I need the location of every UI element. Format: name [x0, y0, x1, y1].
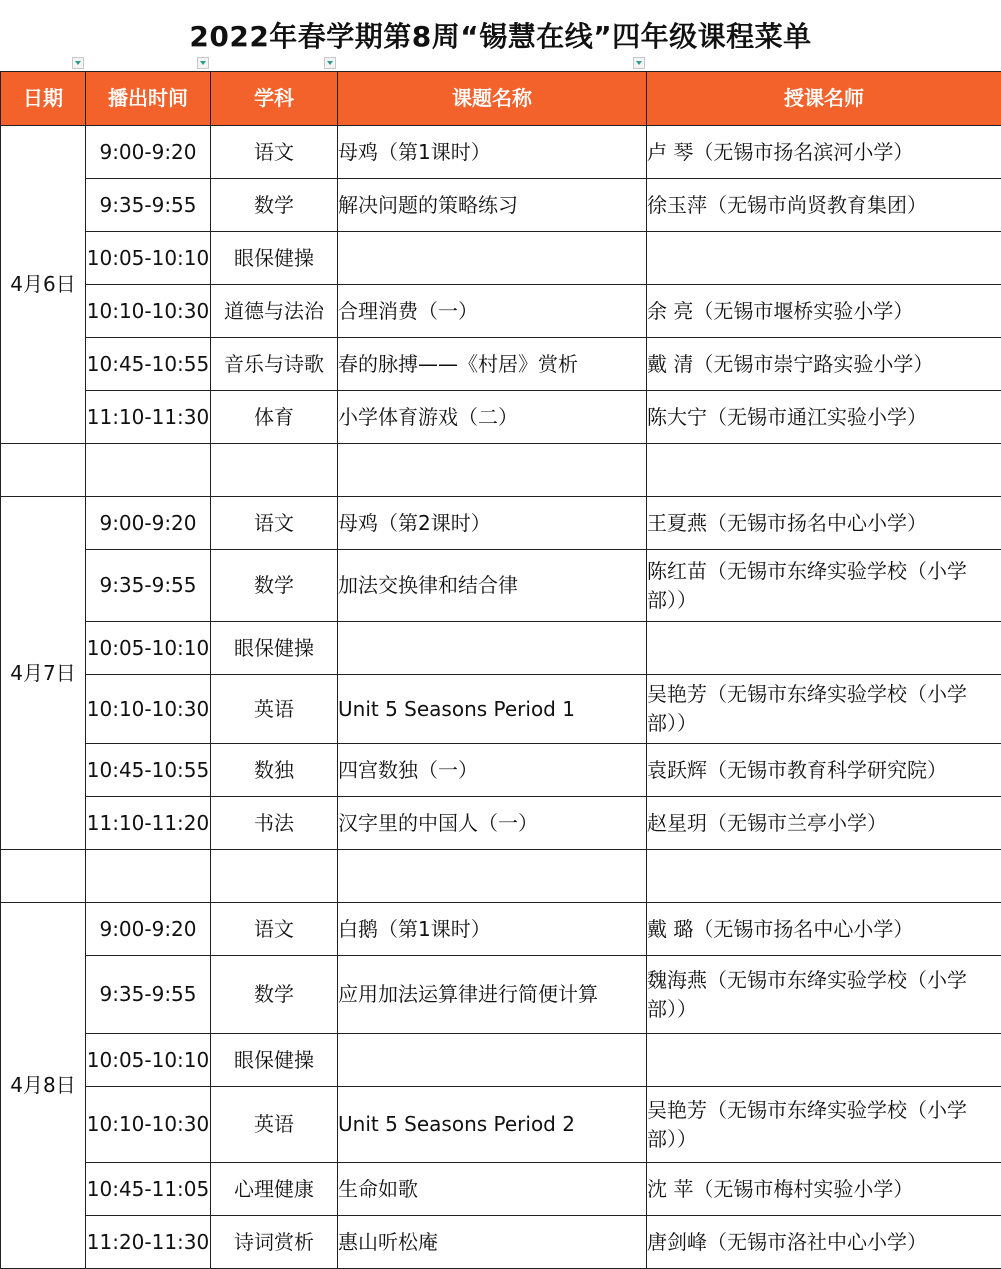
subject-cell[interactable]: 体育: [211, 391, 338, 444]
subject-cell[interactable]: 眼保健操: [211, 232, 338, 285]
time-cell[interactable]: 10:45-10:55: [86, 744, 211, 797]
table-row: [1, 126, 1001, 179]
topic-cell[interactable]: 应用加法运算律进行简便计算: [338, 956, 647, 1034]
empty-cell[interactable]: [338, 850, 647, 903]
empty-cell[interactable]: [338, 444, 647, 497]
table-row: [1, 232, 1001, 285]
filter-dropdown-icon[interactable]: [72, 57, 84, 69]
time-cell[interactable]: 10:05-10:10: [86, 622, 211, 675]
time-cell[interactable]: 10:05-10:10: [86, 232, 211, 285]
table-row: [1, 391, 1001, 444]
table-row: [1, 622, 1001, 675]
teacher-cell[interactable]: 卢 琴（无锡市扬名滨河小学）: [647, 126, 1001, 179]
time-cell[interactable]: 9:00-9:20: [86, 903, 211, 956]
date-cell[interactable]: 4月6日: [1, 126, 86, 444]
table-row: [1, 956, 1001, 1034]
teacher-cell[interactable]: 魏海燕（无锡市东绛实验学校（小学部））: [647, 956, 1001, 1034]
header-topic[interactable]: 课题名称: [338, 72, 647, 126]
table-row: [1, 550, 1001, 622]
topic-cell[interactable]: 生命如歌: [338, 1163, 647, 1216]
header-subject[interactable]: 学科: [211, 72, 338, 126]
teacher-cell[interactable]: 戴 清（无锡市崇宁路实验小学）: [647, 338, 1001, 391]
empty-cell[interactable]: [211, 850, 338, 903]
topic-cell[interactable]: 母鸡（第1课时）: [338, 126, 647, 179]
topic-cell[interactable]: 白鹅（第1课时）: [338, 903, 647, 956]
table-row: [1, 1087, 1001, 1163]
page-title: 2022年春学期第8周“锡慧在线”四年级课程菜单: [189, 20, 812, 53]
subject-cell[interactable]: 语文: [211, 903, 338, 956]
filter-dropdown-icon[interactable]: [633, 57, 645, 69]
empty-cell[interactable]: [1, 850, 86, 903]
table-row: [1, 497, 1001, 550]
subject-cell[interactable]: 英语: [211, 1087, 338, 1163]
empty-cell[interactable]: [647, 850, 1001, 903]
table-row: [1, 285, 1001, 338]
table-row: [1, 338, 1001, 391]
teacher-cell[interactable]: 袁跃辉（无锡市教育科学研究院）: [647, 744, 1001, 797]
teacher-cell[interactable]: [647, 1034, 1001, 1087]
time-cell[interactable]: 10:45-11:05: [86, 1163, 211, 1216]
subject-cell[interactable]: 道德与法治: [211, 285, 338, 338]
subject-cell[interactable]: 数独: [211, 744, 338, 797]
teacher-cell[interactable]: 沈 苹（无锡市梅村实验小学）: [647, 1163, 1001, 1216]
empty-cell[interactable]: [86, 850, 211, 903]
topic-cell[interactable]: [338, 1034, 647, 1087]
time-cell[interactable]: 10:10-10:30: [86, 285, 211, 338]
subject-cell[interactable]: 语文: [211, 126, 338, 179]
subject-cell[interactable]: 数学: [211, 550, 338, 622]
subject-cell[interactable]: 语文: [211, 497, 338, 550]
filter-dropdown-icon[interactable]: [197, 57, 209, 69]
topic-cell[interactable]: 加法交换律和结合律: [338, 550, 647, 622]
teacher-cell[interactable]: 赵星玥（无锡市兰亭小学）: [647, 797, 1001, 850]
table-row: [1, 797, 1001, 850]
schedule-table: [0, 71, 1001, 1269]
teacher-cell[interactable]: 徐玉萍（无锡市尚贤教育集团）: [647, 179, 1001, 232]
time-cell[interactable]: 11:10-11:30: [86, 391, 211, 444]
subject-cell[interactable]: 书法: [211, 797, 338, 850]
topic-cell[interactable]: 春的脉搏——《村居》赏析: [338, 338, 647, 391]
table-row: [1, 903, 1001, 956]
header-row: [1, 72, 1001, 126]
subject-cell[interactable]: 数学: [211, 956, 338, 1034]
header-teacher[interactable]: 授课名师: [647, 72, 1001, 126]
topic-cell[interactable]: 解决问题的策略练习: [338, 179, 647, 232]
subject-cell[interactable]: 诗词赏析: [211, 1216, 338, 1269]
topic-cell[interactable]: [338, 232, 647, 285]
topic-cell[interactable]: Unit 5 Seasons Period 2: [338, 1087, 647, 1163]
topic-cell[interactable]: 合理消费（一）: [338, 285, 647, 338]
teacher-cell[interactable]: 王夏燕（无锡市扬名中心小学）: [647, 497, 1001, 550]
time-cell[interactable]: 9:35-9:55: [86, 550, 211, 622]
date-cell[interactable]: 4月8日: [1, 903, 86, 1269]
teacher-cell[interactable]: 吴艳芳（无锡市东绛实验学校（小学部））: [647, 675, 1001, 744]
time-cell[interactable]: 10:10-10:30: [86, 675, 211, 744]
empty-cell[interactable]: [211, 444, 338, 497]
time-cell[interactable]: 9:35-9:55: [86, 956, 211, 1034]
teacher-cell[interactable]: 戴 璐（无锡市扬名中心小学）: [647, 903, 1001, 956]
topic-cell[interactable]: 惠山听松庵: [338, 1216, 647, 1269]
subject-cell[interactable]: 眼保健操: [211, 622, 338, 675]
date-cell[interactable]: 4月7日: [1, 497, 86, 850]
teacher-cell[interactable]: 陈大宁（无锡市通江实验小学）: [647, 391, 1001, 444]
subject-cell[interactable]: 心理健康: [211, 1163, 338, 1216]
time-cell[interactable]: 9:00-9:20: [86, 497, 211, 550]
topic-cell[interactable]: [338, 622, 647, 675]
spacer-row: [1, 444, 1001, 497]
teacher-cell[interactable]: 余 亮（无锡市堰桥实验小学）: [647, 285, 1001, 338]
time-cell[interactable]: 11:20-11:30: [86, 1216, 211, 1269]
subject-cell[interactable]: 数学: [211, 179, 338, 232]
subject-cell[interactable]: 英语: [211, 675, 338, 744]
time-cell[interactable]: 9:35-9:55: [86, 179, 211, 232]
time-cell[interactable]: 10:45-10:55: [86, 338, 211, 391]
spacer-row: [1, 850, 1001, 903]
time-cell[interactable]: 9:00-9:20: [86, 126, 211, 179]
teacher-cell[interactable]: [647, 622, 1001, 675]
teacher-cell[interactable]: [647, 232, 1001, 285]
time-cell[interactable]: 11:10-11:20: [86, 797, 211, 850]
time-cell[interactable]: 10:05-10:10: [86, 1034, 211, 1087]
table-row: [1, 1163, 1001, 1216]
topic-cell[interactable]: 母鸡（第2课时）: [338, 497, 647, 550]
empty-cell[interactable]: [647, 444, 1001, 497]
table-row: [1, 1034, 1001, 1087]
time-cell[interactable]: 10:10-10:30: [86, 1087, 211, 1163]
table-row: [1, 179, 1001, 232]
table-row: [1, 675, 1001, 744]
topic-cell[interactable]: 四宫数独（一）: [338, 744, 647, 797]
table-row: [1, 744, 1001, 797]
header-time[interactable]: 播出时间: [86, 72, 211, 126]
table-row: [1, 1216, 1001, 1269]
header-date[interactable]: 日期: [1, 72, 86, 126]
topic-cell[interactable]: Unit 5 Seasons Period 1: [338, 675, 647, 744]
teacher-cell[interactable]: 吴艳芳（无锡市东绛实验学校（小学部））: [647, 1087, 1001, 1163]
subject-cell[interactable]: 眼保健操: [211, 1034, 338, 1087]
teacher-cell[interactable]: 陈红苗（无锡市东绛实验学校（小学部））: [647, 550, 1001, 622]
subject-cell[interactable]: 音乐与诗歌: [211, 338, 338, 391]
topic-cell[interactable]: 小学体育游戏（二）: [338, 391, 647, 444]
empty-cell[interactable]: [86, 444, 211, 497]
teacher-cell[interactable]: 唐剑峰（无锡市洛社中心小学）: [647, 1216, 1001, 1269]
empty-cell[interactable]: [1, 444, 86, 497]
topic-cell[interactable]: 汉字里的中国人（一）: [338, 797, 647, 850]
filter-dropdown-icon[interactable]: [324, 57, 336, 69]
